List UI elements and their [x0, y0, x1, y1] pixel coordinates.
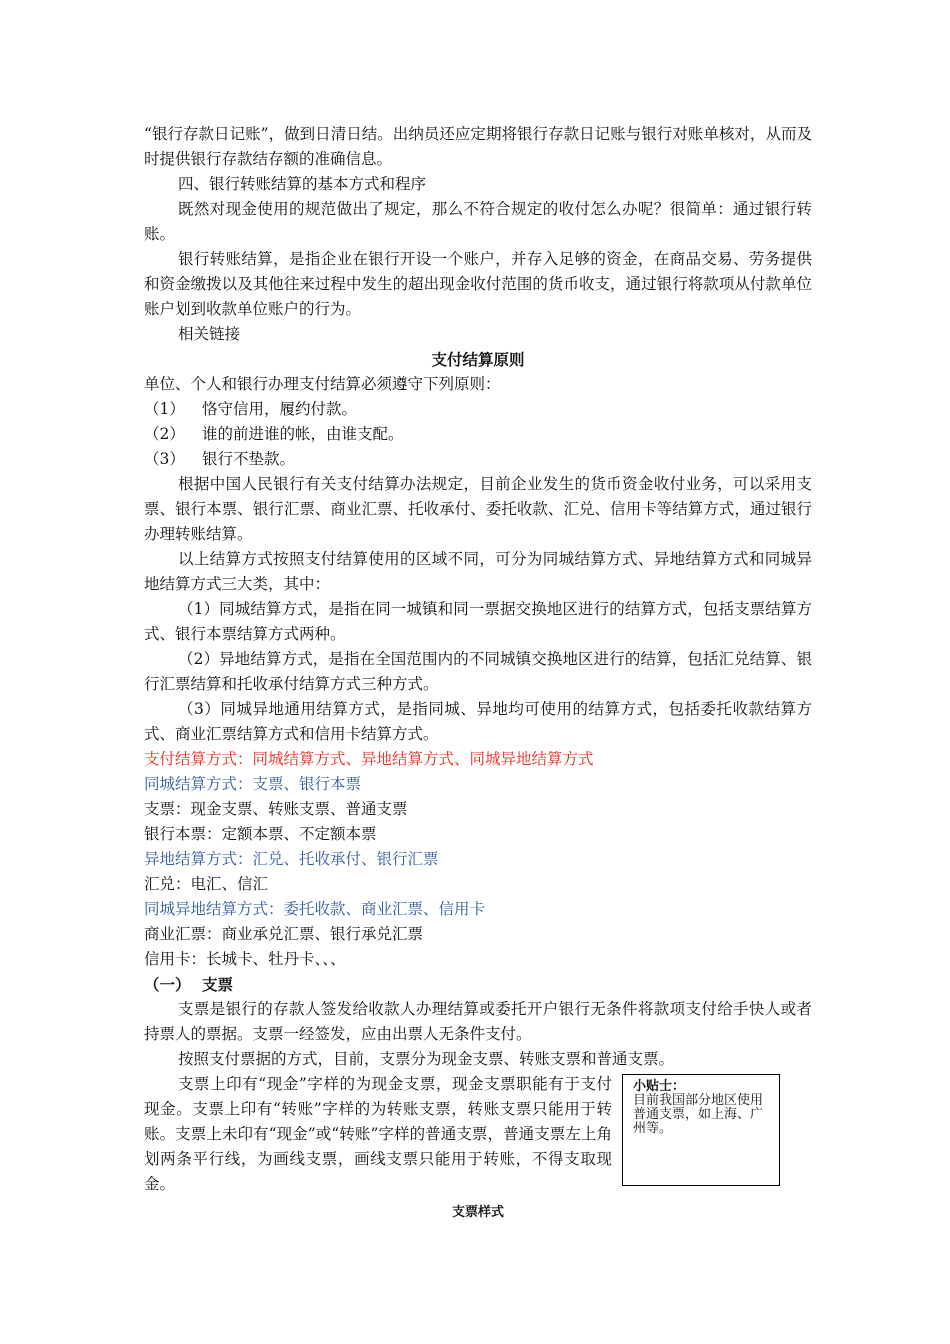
summary-remittance-line: 汇兑：电汇、信汇	[144, 875, 269, 893]
tip-text: 目前我国部分地区使用普通支票，如上海、广州等。	[633, 1093, 764, 1136]
principle-number: （2）	[144, 425, 185, 443]
section-heading-4: 四、银行转账结算的基本方式和程序	[178, 175, 427, 193]
cheque-heading-title: 支票	[202, 975, 234, 994]
intro-paragraph-1: “银行存款日记账”，做到日清日结。出纳员还应定期将银行存款日记账与银行对账单核对，从而及时提供银行存款结存额的准确信息。	[144, 125, 812, 168]
cheque-paragraph-3: 支票上印有“现金”字样的为现金支票，现金支票职能有于支付现金。支票上印有“转账”字样的为转账支票，转账支票只能用于转账。支票上未印有“现金”或“转账”字样的普通支票，普通支票左上角划两条平行线，为画线支票，画线支票只能用于转账，不得支取现金。	[144, 1075, 612, 1193]
categories-paragraph: 以上结算方式按照支付结算使用的区域不同，可分为同城结算方式、异地结算方式和同城异地结算方式三大类，其中：	[144, 550, 812, 593]
tip-box	[622, 1074, 780, 1186]
summary-cheque-line: 支票：现金支票、转账支票、普通支票	[144, 800, 408, 818]
category-3-paragraph: （3）同城异地通用结算方式，是指同城、异地均可使用的结算方式，包括委托收款结算方式、商业汇票结算方式和信用卡结算方式。	[144, 700, 812, 743]
principle-number: （3）	[144, 450, 185, 468]
tip-title: 小贴士：	[633, 1079, 686, 1094]
document-page	[144, 122, 812, 1223]
category-1-paragraph: （1）同城结算方式，是指在同一城镇和同一票据交换地区进行的结算方式，包括支票结算方式、银行本票结算方式两种。	[144, 600, 812, 643]
cheque-heading	[144, 972, 812, 997]
related-link[interactable]: 相关链接	[178, 325, 241, 343]
summary-commercial-draft-line: 商业汇票：商业承兑汇票、银行承兑汇票	[144, 925, 424, 943]
cheque-paragraph-1: 支票是银行的存款人签发给收款人办理结算或委托开户银行无条件将款项支付给手快人或者持票人的票据。支票一经签发，应由出票人无条件支付。	[144, 1000, 812, 1043]
summary-methods-line: 支付结算方式：同城结算方式、异地结算方式、同城异地结算方式	[144, 750, 594, 768]
intro-paragraph-3: 银行转账结算，是指企业在银行开设一个账户，并存入足够的资金，在商品交易、劳务提供和资金缴拨以及其他往来过程中发生的超出现金收付范围的货币收支，通过银行将款项从付款单位账户划到收款单位账户的行为。	[144, 250, 812, 318]
summary-general-line: 同城异地结算方式：委托收款、商业汇票、信用卡	[144, 900, 486, 918]
principles-title: 支付结算原则	[431, 350, 525, 369]
principle-item	[144, 422, 812, 447]
methods-paragraph: 根据中国人民银行有关支付结算办法规定，目前企业发生的货币资金收付业务，可以采用支票、银行本票、银行汇票、商业汇票、托收承付、委托收款、汇兑、信用卡等结算方式，通过银行办理转账结算。	[144, 475, 812, 543]
cheque-types-block	[144, 1072, 812, 1197]
summary-same-city-line: 同城结算方式：支票、银行本票	[144, 775, 362, 793]
principle-text: 银行不垫款。	[202, 450, 296, 468]
principle-text: 恪守信用，履约付款。	[202, 400, 358, 418]
summary-credit-card-line: 信用卡：长城卡、牡丹卡、、、	[144, 950, 346, 968]
category-2-paragraph: （2）异地结算方式，是指在全国范围内的不同城镇交换地区进行的结算，包括汇兑结算、银行汇票结算和托收承付结算方式三种方式。	[144, 650, 812, 693]
principle-item	[144, 447, 812, 472]
principle-number: （1）	[144, 400, 185, 418]
summary-remote-line: 异地结算方式：汇兑、托收承付、银行汇票	[144, 850, 439, 868]
principle-item	[144, 397, 812, 422]
cheque-heading-number: （一）	[144, 975, 191, 994]
principle-text: 谁的前进谁的帐，由谁支配。	[202, 425, 404, 443]
summary-bank-note-line: 银行本票：定额本票、不定额本票	[144, 825, 377, 843]
cheque-style-caption: 支票样式	[451, 1205, 504, 1220]
principles-lead: 单位、个人和银行办理支付结算必须遵守下列原则：	[144, 375, 501, 393]
intro-paragraph-2: 既然对现金使用的规范做出了规定，那么不符合规定的收付怎么办呢？很简单：通过银行转账。	[144, 200, 812, 243]
cheque-paragraph-2: 按照支付票据的方式，目前，支票分为现金支票、转账支票和普通支票。	[178, 1050, 675, 1068]
